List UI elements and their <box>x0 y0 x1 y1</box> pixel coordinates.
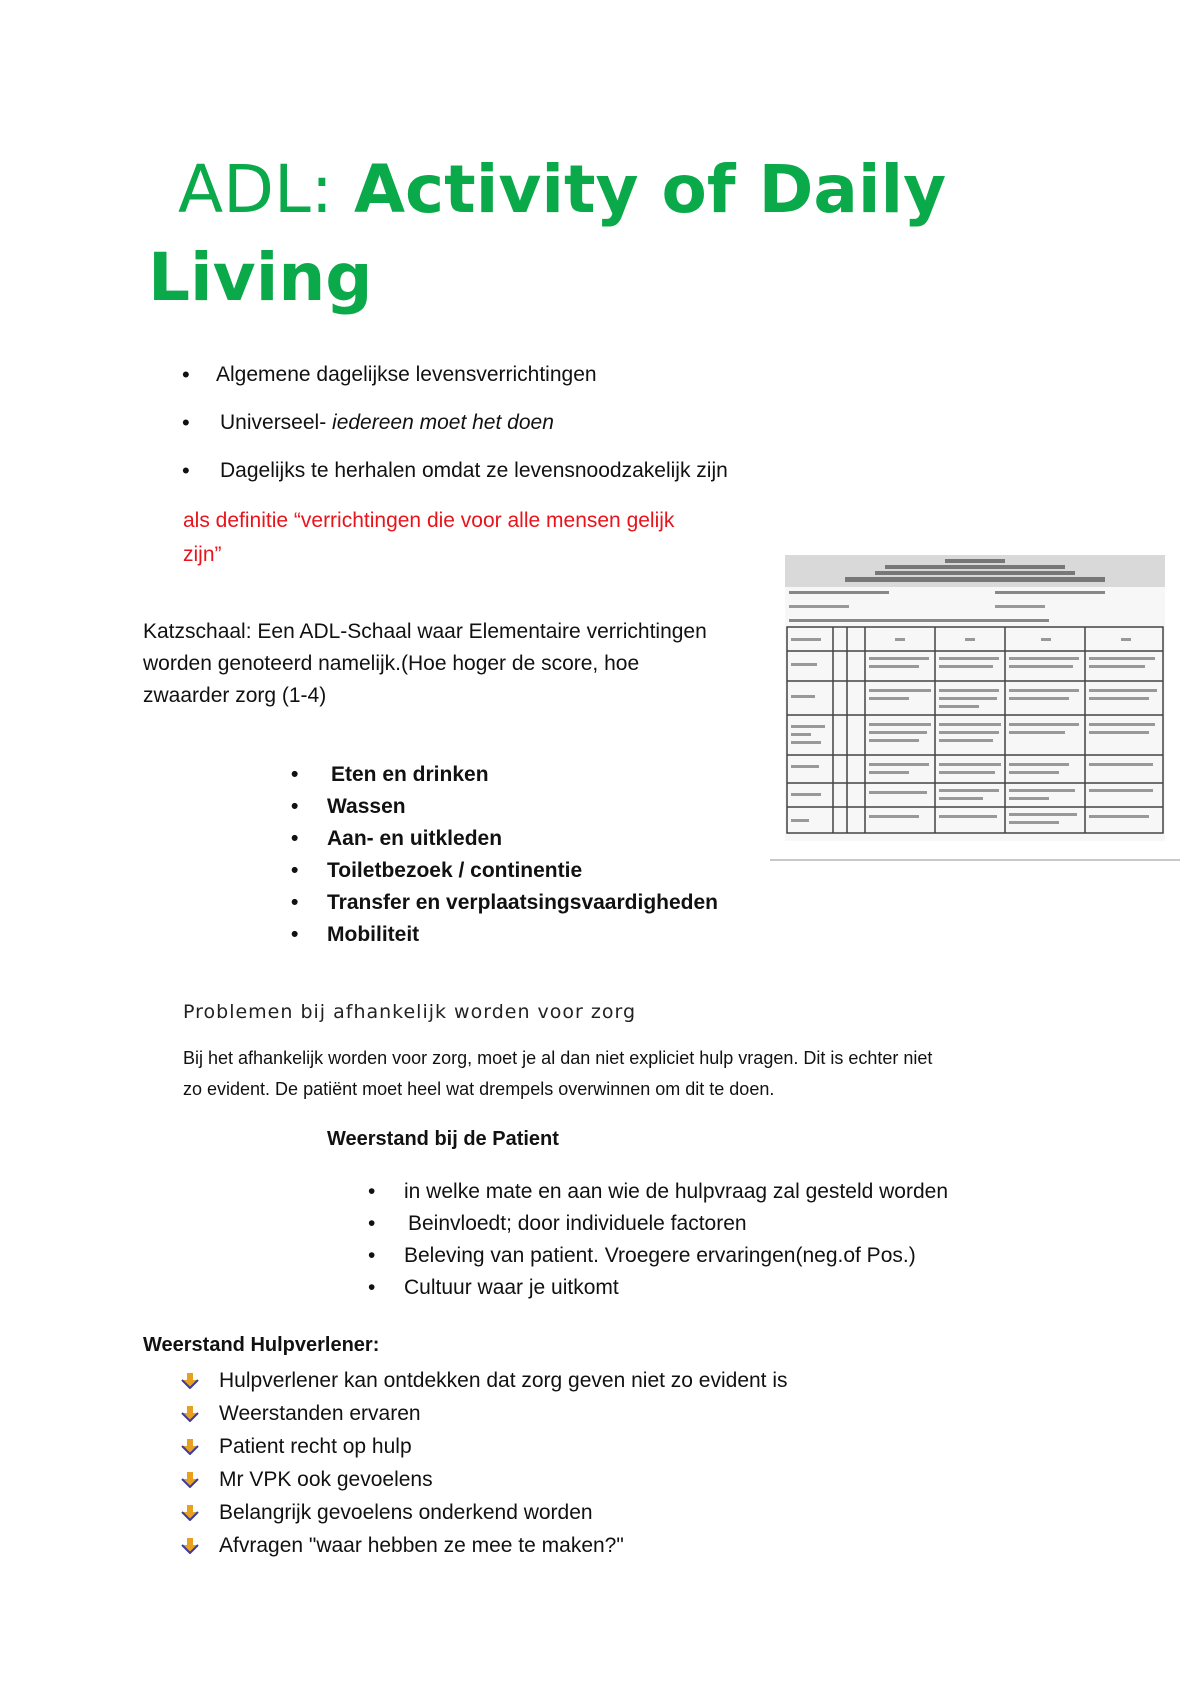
arrow-bullet-icon <box>181 1373 199 1389</box>
image-divider <box>770 859 1180 861</box>
arrow-bullet-icon <box>181 1406 199 1422</box>
arrow-bullet-icon <box>181 1439 199 1455</box>
list-item: • Cultuur waar je uitkomt <box>364 1273 948 1305</box>
page-title <box>148 146 1048 322</box>
list-item: • Toiletbezoek / continentie <box>291 856 718 888</box>
list-item: • Mobiliteit <box>291 920 718 952</box>
problems-heading: Problemen bij afhankelijk worden voor zorg <box>183 1001 637 1023</box>
patient-resistance-heading: Weerstand bij de Patient <box>327 1128 559 1150</box>
arrow-bullet-icon <box>181 1538 199 1554</box>
list-item: • Beinvloedt; door individuele factoren <box>364 1209 948 1241</box>
list-item: Hulpverlener kan ontdekken dat zorg geven niet zo evident is <box>181 1366 788 1399</box>
list-item: Patient recht op hulp <box>181 1432 788 1465</box>
caregiver-resistance-list <box>181 1366 788 1564</box>
katz-paragraph: Katzschaal: Een ADL-Schaal waar Elementaire verrichtingen worden genoteerd namelijk.(Hoe hoger de score, hoe zwaarder zorg (1-4) <box>143 620 707 707</box>
title-main-line1: Activity of Daily <box>353 151 947 228</box>
list-item: • Algemene dagelijkse levensverrichtingen <box>160 360 728 408</box>
definition-note: als definitie “verrichtingen die voor alle mensen gelijk zijn” <box>183 509 675 566</box>
problems-paragraph: Bij het afhankelijk worden voor zorg, moet je al dan niet expliciet hulp vragen. Dit is echter niet zo evident. De patiënt moet heel wat drempels overwinnen om dit te doen. <box>183 1048 933 1099</box>
caregiver-resistance-heading: Weerstand Hulpverlener: <box>143 1334 380 1356</box>
list-item: • Eten en drinken <box>291 760 718 792</box>
adl-items-list <box>291 760 718 952</box>
arrow-bullet-icon <box>181 1472 199 1488</box>
intro-bullet-list <box>160 360 728 504</box>
list-item: • Dagelijks te herhalen omdat ze levensnoodzakelijk zijn <box>160 456 728 504</box>
list-item: • Wassen <box>291 792 718 824</box>
list-item: • Beleving van patient. Vroegere ervaringen(neg.of Pos.) <box>364 1241 948 1273</box>
list-item: • Universeel- iedereen moet het doen <box>160 408 728 456</box>
list-item: Afvragen "waar hebben ze mee te maken?" <box>181 1531 788 1564</box>
arrow-bullet-icon <box>181 1505 199 1521</box>
title-prefix: ADL: <box>178 151 333 228</box>
list-item: • Transfer en verplaatsingsvaardigheden <box>291 888 718 920</box>
katz-scale-image <box>785 555 1165 841</box>
patient-resistance-list <box>364 1177 948 1305</box>
title-main-line2: Living <box>148 239 373 316</box>
list-item: Belangrijk gevoelens onderkend worden <box>181 1498 788 1531</box>
list-item: Weerstanden ervaren <box>181 1399 788 1432</box>
list-item: Mr VPK ook gevoelens <box>181 1465 788 1498</box>
list-item: • Aan- en uitkleden <box>291 824 718 856</box>
list-item: • in welke mate en aan wie de hulpvraag zal gesteld worden <box>364 1177 948 1209</box>
